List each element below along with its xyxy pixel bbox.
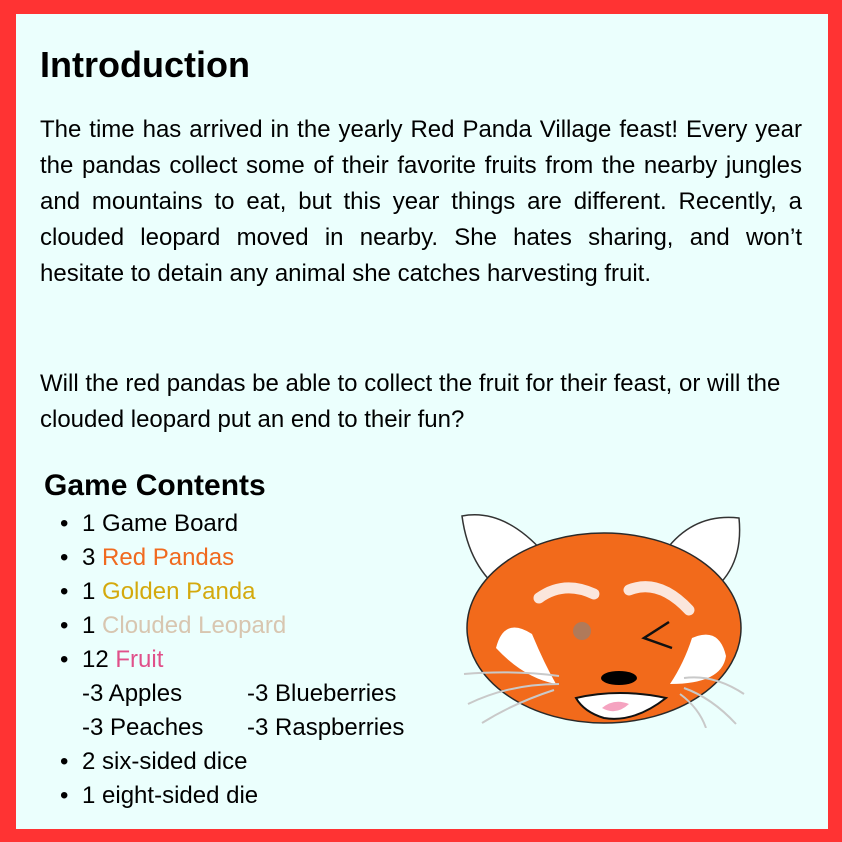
- fruit-apples: -3 Apples: [82, 680, 183, 707]
- list-item: [60, 541, 404, 575]
- bullet-icon: •: [60, 612, 69, 639]
- item-label-red-pandas: Red Pandas: [102, 544, 235, 571]
- item-qty: 1: [82, 578, 96, 605]
- fruit-row-1: [60, 677, 404, 711]
- item-qty: 1: [82, 612, 96, 639]
- list-item: [60, 575, 404, 609]
- fruit-raspberries: -3 Raspberries: [247, 714, 405, 741]
- list-item: [60, 745, 404, 779]
- list-item: [60, 507, 404, 541]
- item-qty: 2: [82, 748, 96, 775]
- bullet-icon: •: [60, 782, 69, 809]
- item-label-fruit: Fruit: [115, 646, 164, 673]
- bullet-icon: •: [60, 510, 69, 537]
- item-label: Game Board: [102, 510, 239, 537]
- item-qty: 3: [82, 544, 96, 571]
- item-label-clouded-leopard: Clouded Leopard: [102, 612, 287, 639]
- item-qty: 1: [82, 782, 96, 809]
- bullet-icon: •: [60, 578, 69, 605]
- game-contents-title: Game Contents: [44, 469, 266, 502]
- bullet-icon: •: [60, 544, 69, 571]
- list-item: [60, 779, 404, 813]
- list-item: [60, 643, 404, 677]
- document-page: [16, 14, 828, 829]
- list-item: [60, 609, 404, 643]
- bullet-icon: •: [60, 646, 69, 673]
- bullet-icon: •: [60, 748, 69, 775]
- item-qty: 1: [82, 510, 96, 537]
- fruit-row-2: [60, 711, 404, 745]
- game-contents-list: [60, 507, 404, 813]
- item-qty: 12: [82, 646, 109, 673]
- intro-paragraph-2: Will the red pandas be able to collect the fruit for their feast, or will the clouded leopard put an end to their fun?: [40, 370, 781, 433]
- page-title: Introduction: [40, 44, 250, 85]
- item-label: eight-sided die: [102, 782, 259, 809]
- fruit-peaches: -3 Peaches: [82, 714, 204, 741]
- red-panda-face-icon: [444, 498, 764, 728]
- fruit-blueberries: -3 Blueberries: [247, 680, 397, 707]
- item-label: six-sided dice: [102, 748, 248, 775]
- item-label-golden-panda: Golden Panda: [102, 578, 256, 605]
- intro-paragraph-1: The time has arrived in the yearly Red Panda Village feast! Every year the pandas collect some of their favorite fruits from the nearby jungles and mountains to eat, but this year things are different. Recently, a clouded leopard moved in nearby. She hates sharing, and won’t hesitate to detain any animal she catches harvesting fruit.: [40, 116, 802, 287]
